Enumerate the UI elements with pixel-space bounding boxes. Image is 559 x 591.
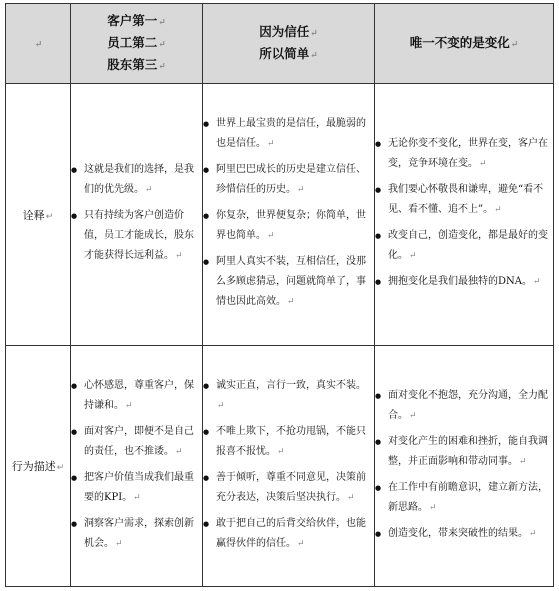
list-item: ● 敢于把自己的后背交给伙伴，也能赢得伙伴的信任。↵: [203, 514, 374, 554]
list-item: ● 改变自己，创造变化，都是最好的变化。↵: [375, 226, 553, 266]
header-empty-mark: ↵: [34, 39, 43, 50]
list-item: ● 心怀感恩，尊重客户，保持谦和。↵: [71, 376, 202, 416]
cell-r2-col1: [71, 346, 203, 587]
row-interpretation: [6, 84, 554, 346]
row-label: 行为描述↵: [6, 346, 71, 587]
list-item: ● 善于倾听，尊重不同意见，决策前充分表达，决策后坚决执行。↵: [203, 468, 374, 508]
header-col1-line: 股东第三↵: [107, 56, 166, 72]
list-item: ● 我们要心怀敬畏和谦卑，避免“看不见、看不懂、追不上”。↵: [375, 180, 553, 220]
header-col1-line: 员工第二↵: [107, 34, 166, 50]
row-label: 诠释↵: [6, 84, 71, 346]
header-col1: [71, 4, 203, 84]
list-item: ● 无论你变不变化，世界在变，客户在变，竞争环境在变。↵: [375, 134, 553, 174]
list-item: ● 不唯上欺下，不抢功甩锅，不能只报喜不报忧。↵: [203, 422, 374, 462]
cell-r2-col2: [203, 346, 375, 587]
header-col3: [375, 4, 554, 84]
row-behavior: [6, 346, 554, 587]
cell-r1-col2: [203, 84, 375, 346]
header-col2: [203, 4, 375, 84]
header-row: [6, 4, 554, 84]
list-item: ● 世界上最宝贵的是信任，最脆弱的也是信任。↵: [203, 114, 374, 154]
list-item: ● 对变化产生的困难和挫折，能自我调整，并正面影响和带动同事。↵: [375, 432, 553, 472]
cell-r2-col3: [375, 346, 554, 587]
list-item: ● 只有持续为客户创造价值，员工才能成长，股东才能获得长远利益。↵: [71, 206, 202, 266]
header-col3-line: 唯一不变的是变化↵: [409, 34, 519, 50]
list-item: ● 把客户价值当成我们最重要的KPI。↵: [71, 468, 202, 508]
header-empty-cell: [6, 4, 71, 84]
list-item: ● 面对客户，即便不是自己的责任，也不推诿。↵: [71, 422, 202, 462]
header-col2-line: 所以简单↵: [259, 45, 318, 61]
header-col1-line: 客户第一↵: [107, 12, 166, 28]
list-item: ● 阿里人真实不装，互相信任，没那么多顾虑猜忌，问题就简单了，事情也因此高效。↵: [203, 252, 374, 312]
list-item: ● 阿里巴巴成长的历史是建立信任、珍惜信任的历史。↵: [203, 160, 374, 200]
list-item: ● 创造变化，带来突破性的结果。↵: [375, 524, 553, 544]
list-item: ● 拥抱变化是我们最独特的DNA。↵: [375, 272, 553, 292]
cell-r1-col3: [375, 84, 554, 346]
list-item: ● 这就是我们的选择，是我们的优先级。↵: [71, 160, 202, 200]
list-item: ● 面对变化不抱怨，充分沟通，全力配合。↵: [375, 386, 553, 426]
values-table: [5, 3, 554, 587]
list-item: ● 你复杂，世界便复杂；你简单，世界也简单。↵: [203, 206, 374, 246]
list-item: ● 在工作中有前瞻意识，建立新方法，新思路。↵: [375, 478, 553, 518]
list-item: ● 诚实正直，言行一致，真实不装。↵: [203, 376, 374, 416]
list-item: ● 洞察客户需求，探索创新机会。↵: [71, 514, 202, 554]
header-col2-line: 因为信任↵: [259, 23, 318, 39]
cell-r1-col1: [71, 84, 203, 346]
